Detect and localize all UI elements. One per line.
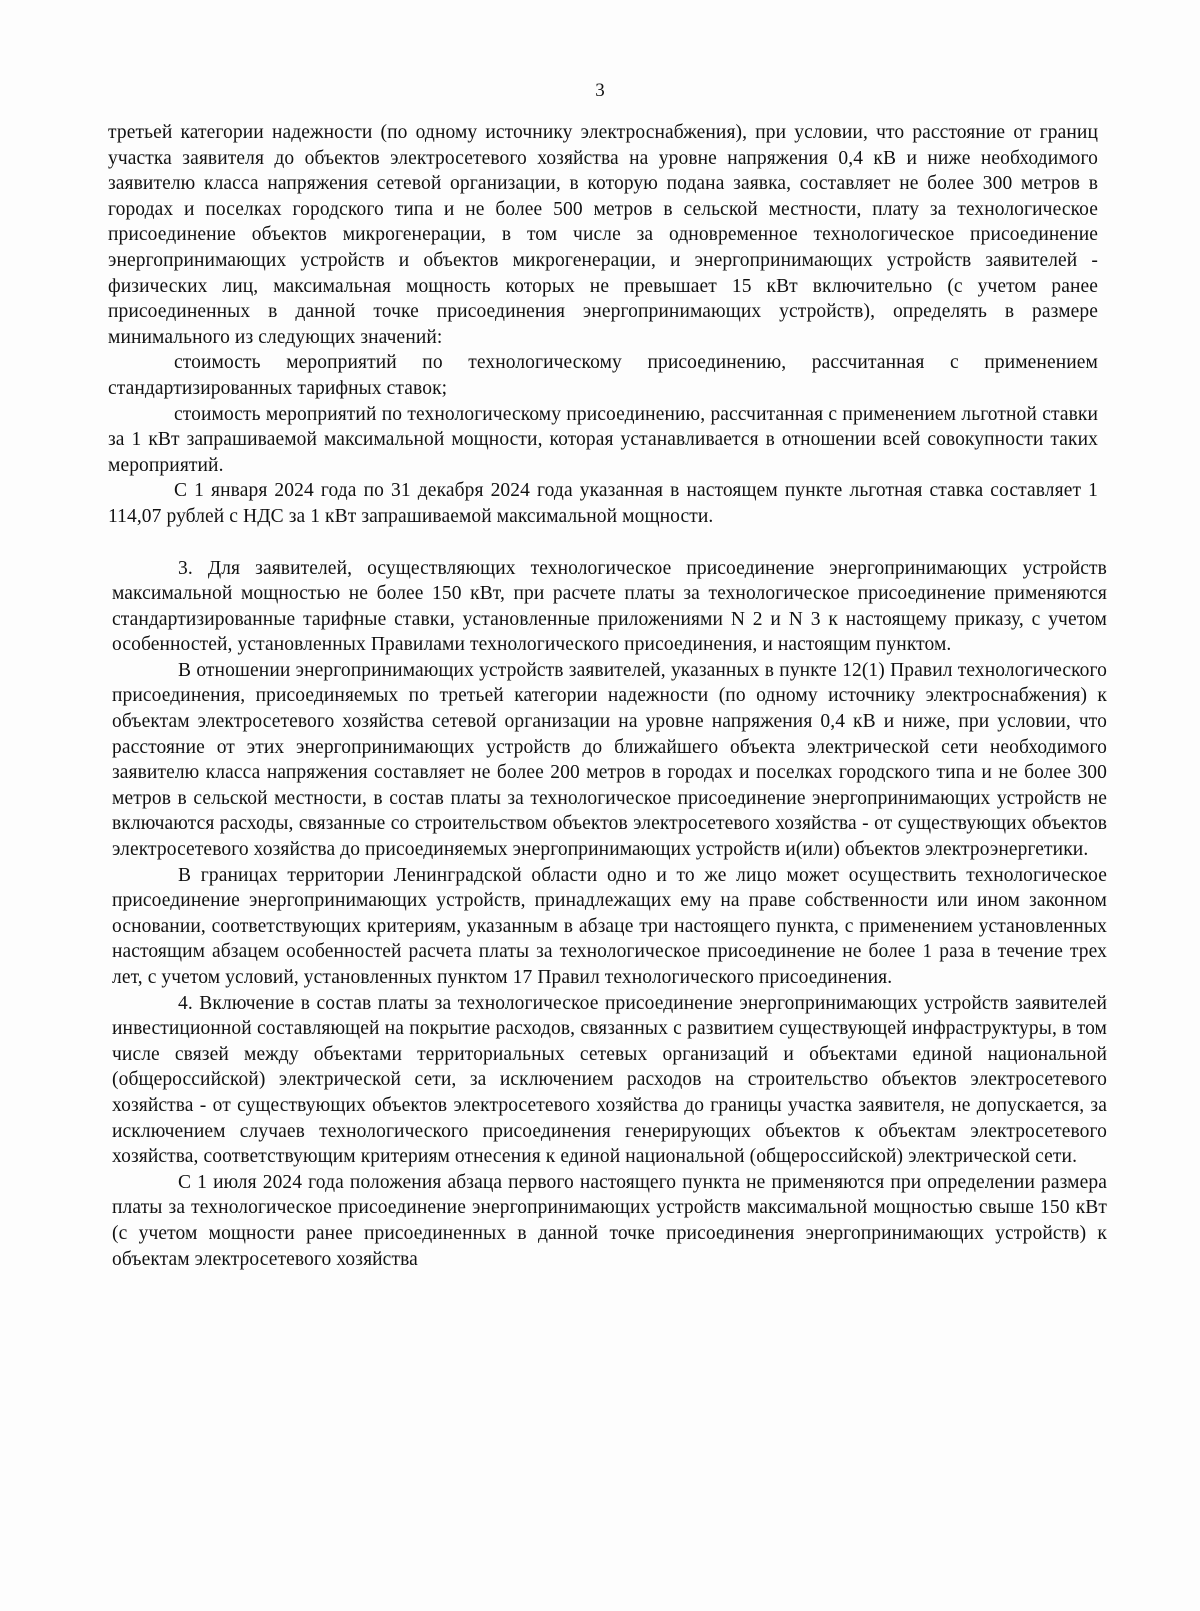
paragraph: С 1 июля 2024 года положения абзаца первого настоящего пункта не применяются при определении размера платы за технологическое присоединение энергопринимающих устройств максимальной мощностью свыше 150 кВт (с учетом мощности ранее присоединенных в данной точке присоединения энергопринимающих устройств) к объектам электросетевого хозяйства [112,1171,1107,1270]
section-point-3-4 [112,556,1107,1273]
paragraph: третьей категории надежности (по одному источнику электроснабжения), при условии, что расстояние от границ участка заявителя до объектов электросетевого хозяйства на уровне напряжения 0,4 кВ и ниже необходимого заявителю класса напряжения сетевой организации, в которую подана заявка, составляет не более 300 метров в городах и поселках городского типа и не более 500 метров в сельской местности, плату за технологическое присоединение объектов микрогенерации, в том числе за одновременное технологическое присоединение энергопринимающих устройств и объектов микрогенерации, и энергопринимающих устройств заявителей - физических лиц, максимальная мощность которых не превышает 15 кВт включительно (с учетом ранее присоединенных в данной точке присоединения энергопринимающих устройств), определять в размере минимального из следующих значений: [108,122,1098,348]
paragraph: 4. Включение в состав платы за технологическое присоединение энергопринимающих устройств заявителей инвестиционной составляющей на покрытие расходов, связанных с развитием существующей инфраструктуры, в том числе связей между объектами территориальных сетевых организаций и объектами единой национальной (общероссийской) электрической сети, за исключением расходов на строительство объектов электросетевого хозяйства - от существующих объектов электросетевого хозяйства до границы участка заявителя, не допускается, за исключением случаев технологического присоединения генерирующих объектов к объектам электросетевого хозяйства, соответствующим критериям отнесения к единой национальной (общероссийской) электрической сети. [112,992,1107,1168]
paragraph: С 1 января 2024 года по 31 декабря 2024 года указанная в настоящем пункте льготная ставка составляет 1 114,07 рублей с НДС за 1 кВт запрашиваемой максимальной мощности. [108,480,1098,527]
paragraph: стоимость мероприятий по технологическому присоединению, рассчитанная с применением льготной ставки за 1 кВт запрашиваемой максимальной мощности, которая устанавливается в отношении всей совокупности таких мероприятий. [108,403,1098,476]
document-body [108,120,1108,1272]
paragraph: В границах территории Ленинградской области одно и то же лицо может осуществить технологическое присоединение энергопринимающих устройств, принадлежащих ему на праве собственности или ином законном основании, соответствующих критериям, указанным в абзаце три настоящего пункта, с применением установленных настоящим абзацем особенностей расчета платы за технологическое присоединение не более 1 раза в течение трех лет, с учетом условий, установленных пунктом 17 Правил технологического присоединения. [112,864,1107,988]
paragraph: 3. Для заявителей, осуществляющих технологическое присоединение энергопринимающих устройств максимальной мощностью не более 150 кВт, при расчете платы за технологическое присоединение применяются стандартизированные тарифные ставки, установленные приложениями N 2 и N 3 к настоящему приказу, с учетом особенностей, установленных Правилами технологического присоединения, и настоящим пунктом. [112,557,1107,656]
section-gap [108,530,1108,556]
page-number: 3 [595,80,605,101]
section-point-2-continuation [108,120,1098,530]
paragraph: В отношении энергопринимающих устройств заявителей, указанных в пункте 12(1) Правил технологического присоединения, присоединяемых по третьей категории надежности (по одному источнику электроснабжения) к объектам электросетевого хозяйства сетевой организации на уровне напряжения 0,4 кВ и ниже, при условии, что расстояние от этих энергопринимающих устройств до ближайшего объекта электрической сети необходимого заявителю класса напряжения составляет не более 200 метров в городах и поселках городского типа и не более 300 метров в сельской местности, в состав платы за технологическое присоединение энергопринимающих устройств не включаются расходы, связанные со строительством объектов электросетевого хозяйства - от существующих объектов электросетевого хозяйства до присоединяемых энергопринимающих устройств и(или) объектов электроэнергетики. [112,659,1107,861]
paragraph: стоимость мероприятий по технологическому присоединению, рассчитанная с применением стандартизированных тарифных ставок; [108,352,1098,399]
